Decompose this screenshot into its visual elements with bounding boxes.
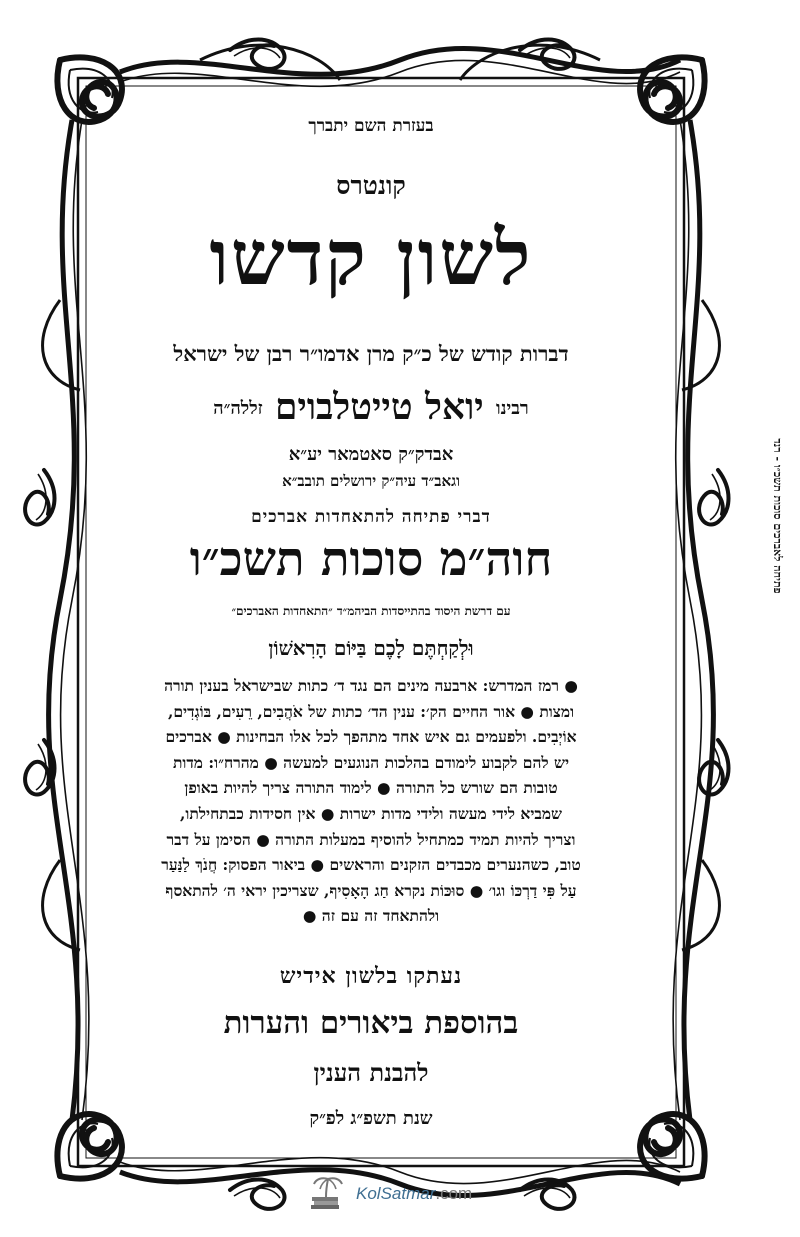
- rebbe-line: [108, 386, 634, 428]
- summary-line: טוב, כשהנערים מכבדים הזקנים והראשים ● ביאור הפסוק: חֲנֹךְ לַנַּעַר: [161, 855, 581, 875]
- addition-line: בהוספת ביאורים והערות: [223, 1005, 519, 1041]
- summary-line: ● רמז המדרש: ארבעה מינים הם נגד ד׳ כתות שבישראל בענין תורה: [164, 676, 578, 695]
- summary-line: טובות הם שורש כל התורה ● לימוד התורה צריך להיות באופן: [184, 778, 558, 798]
- summary-line: עַל פִּי דַרְכּוֹ וגו׳ ● סוּכּוֹת נקרא חַג הָאָסִיף, שצריכין יראי ה׳ להתאסף: [165, 880, 577, 900]
- summary-line: שמביא לידי מעשה ולידי מדות ישרות ● אין חסידות כבתחילתו,: [179, 803, 563, 823]
- drasha-line: עם דרשת היסוד בהתייסדות הביהמ״ד ״התאחדות האברכים״: [231, 604, 511, 618]
- summary-line: ומצות ● אור החיים הק׳: ענין הד׳ כתות של אֹהֲבִים, רֵעִים, בּוֹגְדִים,: [167, 701, 575, 721]
- summary-line: יש להם לקבוע לימודם בהלכות הנוגעים למעשה ● מהרח״ו: מדות: [172, 752, 570, 772]
- kuntres-label: קונטרס: [336, 171, 406, 200]
- rebbe-name: יואל טייטלבוים: [274, 386, 484, 428]
- brand-name: KolSatmar: [356, 1184, 436, 1203]
- page-title: לשון קדשו: [209, 213, 533, 302]
- jerusalem-line: וגאב״ד עיה״ק ירושלים תובב״א: [282, 472, 460, 490]
- summary-paragraph: [108, 673, 634, 929]
- footer-brand[interactable]: [356, 1184, 472, 1204]
- side-running-header: פתיחה לאברכים סוכות תשכ״ו - רנד: [771, 438, 784, 594]
- title-page: [108, 108, 634, 1158]
- event-title: חוה״מ סוכות תשכ״ו: [189, 532, 553, 587]
- summary-line: וצריך להיות תמיד כמתחיל להוסיף במעלות התורה ● הסימן על דבר: [166, 829, 576, 849]
- rebbe-prefix: רבינו: [496, 398, 529, 419]
- blessing-line: בעזרת השם יתברך: [308, 116, 434, 136]
- year-line: שנת תשפ״ג לפ״ק: [309, 1108, 433, 1129]
- summary-line: ולהתאחד זה עם זה ●: [302, 906, 440, 926]
- translated-line: נעתקו בלשון אידיש: [279, 963, 463, 989]
- verse-heading: וּלְקַחְתֶּם לָכֶם בַּיּוֹם הָרִאשׁוֹן: [268, 636, 474, 660]
- summary-line: אוֹיְבִים. ולפעמים גם איש אחד מתהפך לכל אלו הבחינות ● אברכים: [165, 727, 577, 747]
- opening-line: דברי פתיחה להתאחדות אברכים: [251, 507, 491, 527]
- words-line: דברות קודש של כ״ק מרן אדמו״ר רבן של ישראל: [173, 341, 569, 366]
- abd-line: אבדק״ק סאטמאר יע״א: [288, 444, 454, 465]
- rebbe-suffix: זללה״ה: [213, 398, 263, 419]
- palm-tree-books-icon: [304, 1175, 352, 1211]
- brand-tld: .com: [435, 1184, 473, 1203]
- understanding-line: להבנת הענין: [313, 1058, 429, 1087]
